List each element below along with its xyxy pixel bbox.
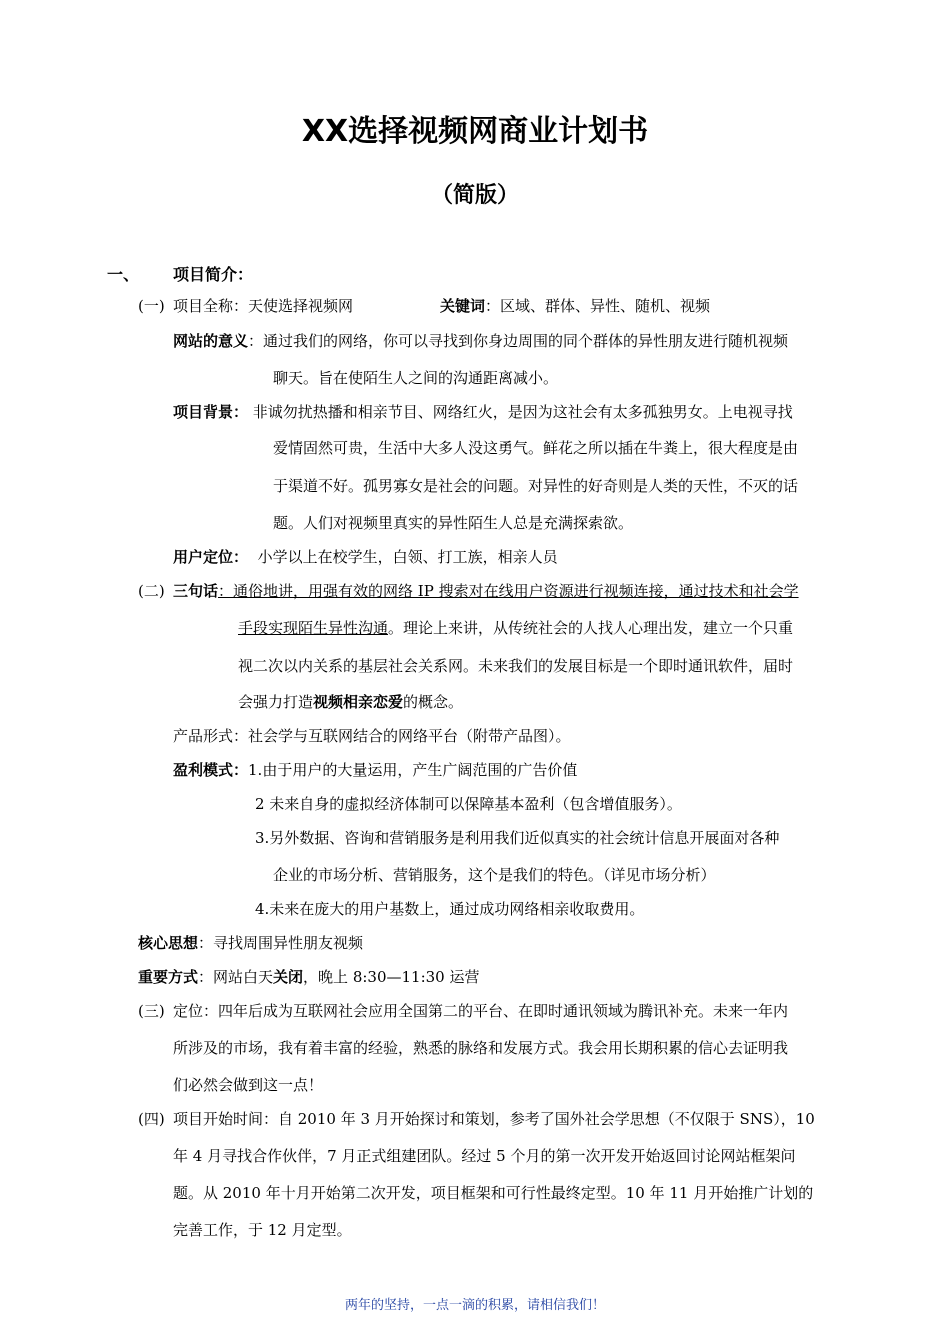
timeline-line-2: 年 4 月寻找合作伙伴，7 月正式组建团队。经过 5 个月的第一次开发开始返回讨论网站框架问 (173, 1147, 796, 1165)
section-number: 一、 (107, 265, 140, 284)
keywords-label: 关键词 (440, 297, 486, 315)
background-line-3: 于渠道不好。孤男寡女是社会的问题。对异性的好奇则是人类的天性，不灭的话 (273, 477, 799, 495)
users-value: 小学以上在校学生，白领、打工族，相亲人员 (257, 548, 558, 566)
item-marker-4: (四) (138, 1110, 165, 1128)
keywords-line (440, 295, 710, 316)
profit-item-3: 3.另外数据、咨询和营销服务是利用我们近似真实的社会统计信息开展面对各种 (255, 829, 780, 847)
three-sentences-label: 三句话 (173, 582, 219, 600)
product-value: 社会学与互联网结合的网络平台（附带产品图）。 (248, 727, 571, 745)
document-subtitle: （简版） (430, 183, 519, 208)
product-label: 产品形式： (173, 727, 249, 745)
project-name-line (173, 295, 353, 316)
item-marker-2: (二) (138, 582, 165, 600)
item-marker-3: (三) (138, 1002, 165, 1020)
mode-line: 重要方式：网站白天关闭，晚上 8:30—11:30 运营 (138, 968, 480, 986)
background-line-2: 爱情固然可贵，生活中大多人没这勇气。鲜花之所以插在牛粪上，很大程度是由 (273, 439, 799, 457)
core-idea-value: ：寻找周围异性朋友视频 (198, 934, 364, 952)
three-sentences-line-4: 会强力打造视频相亲恋爱的概念。 (238, 693, 464, 711)
positioning-line-1: 定位：四年后成为互联网社会应用全国第二的平台、在即时通讯领域为腾讯补充。未来一年内 (173, 1002, 789, 1020)
timeline-line-3: 题。从 2010 年十月开始第二次开发，项目框架和可行性最终定型。10 年 11 月开始推广计划的 (173, 1184, 814, 1202)
positioning-line-3: 们必然会做到这一点！ (173, 1076, 324, 1094)
background-line-4: 题。人们对视频里真实的异性陌生人总是充满探索欲。 (273, 514, 634, 532)
three-sentences-line-3: 视二次以内关系的基层社会关系网。未来我们的发展目标是一个即时通讯软件，届时 (238, 657, 794, 675)
timeline-line-4: 完善工作，于 12 月定型。 (173, 1221, 352, 1239)
project-name-label: 项目全称： (173, 297, 249, 315)
profit-item-4: 4.未来在庞大的用户基数上，通过成功网络相亲收取费用。 (255, 900, 645, 918)
background-label: 项目背景： (173, 403, 249, 421)
core-idea-line (138, 932, 363, 953)
positioning-line-2: 所涉及的市场，我有着丰富的经验，熟悉的脉络和发展方式。我会用长期积累的信心去证明我 (173, 1039, 789, 1057)
mode-label: 重要方式 (138, 968, 199, 986)
three-sentences-line-2: 手段实现陌生异性沟通。理论上来讲，从传统社会的人找人心理出发，建立一个只重 (238, 619, 794, 637)
section-heading: 项目简介： (173, 265, 254, 284)
profit-label: 盈利模式： (173, 761, 249, 779)
keywords-value: ：区域、群体、异性、随机、视频 (485, 297, 711, 315)
document-title: XX选择视频网商业计划书 (301, 114, 649, 149)
core-idea-label: 核心思想 (138, 934, 199, 952)
timeline-line-1: 项目开始时间：自 2010 年 3 月开始探讨和策划，参考了国外社会学思想（不仅限于 SNS），10 (173, 1110, 815, 1128)
profit-line-1: 盈利模式：1.由于用户的大量运用，产生广阔范围的广告价值 (173, 761, 578, 779)
three-sentences-line-1: 三句话：通俗地讲，用强有效的网络 IP 搜索对在线用户资源进行视频连接，通过技术和社会学 (173, 582, 799, 600)
product-line (173, 725, 571, 746)
profit-item-3-cont: 企业的市场分析、营销服务，这个是我们的特色。（详见市场分析） (273, 866, 716, 884)
profit-item-2: 2 未来自身的虚拟经济体制可以保障基本盈利（包含增值服务）。 (255, 795, 682, 813)
meaning-line-2: 聊天。旨在使陌生人之间的沟通距离减小。 (273, 369, 559, 387)
page-footer: 两年的坚持，一点一滴的积累，请相信我们！ (344, 1298, 605, 1313)
background-line-1: 项目背景： 非诚勿扰热播和相亲节目、网络红火，是因为这社会有太多孤独男女。上电视寻找 (173, 403, 793, 421)
users-label: 用户定位： (173, 548, 249, 566)
meaning-label: 网站的意义 (173, 332, 249, 350)
users-line (173, 546, 558, 567)
item-marker-1: (一) (138, 297, 165, 315)
project-name-value: 天使选择视频网 (248, 297, 354, 315)
meaning-line-1: 网站的意义：通过我们的网络，你可以寻找到你身边周围的同个群体的异性朋友进行随机视频 (173, 332, 789, 350)
